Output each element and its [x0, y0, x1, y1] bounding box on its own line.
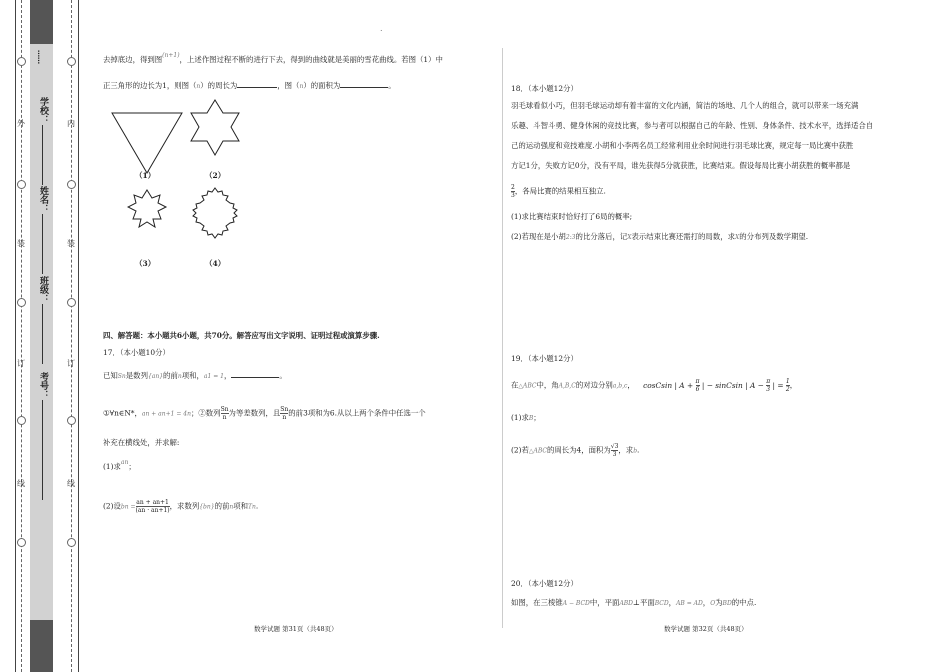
q20-heading: 20．（本小题12分） — [511, 579, 578, 588]
text: 中，角 — [536, 380, 559, 390]
text: ∀n∈N*， — [109, 408, 142, 418]
inner-cut-line — [71, 0, 72, 672]
numerator: an + an+1 — [136, 499, 169, 506]
denominator: 2 — [785, 386, 790, 393]
text: ）的周长为 — [200, 81, 238, 90]
binding-hole — [17, 538, 26, 547]
inner-char: 内 — [67, 119, 75, 128]
top-mark: . — [380, 24, 383, 33]
text: (2)若 — [511, 445, 529, 455]
text: ⊥平面 — [633, 598, 655, 607]
denominator: n — [282, 414, 287, 421]
q18-part-2 — [511, 232, 808, 243]
text: 是数列 — [125, 371, 148, 380]
text: ，上述作图过程不断的进行下去，得到的曲线就是美丽的雪花曲线。若图（1）中 — [179, 55, 443, 64]
text: cosCsin — [643, 380, 673, 390]
class-label: 班级： — [38, 276, 48, 303]
figure-2-star — [191, 100, 239, 155]
binding-hole — [67, 298, 76, 307]
math-an: an — [120, 459, 129, 466]
text: ，求数列 — [169, 501, 200, 511]
text: 的对边分别 — [575, 380, 613, 390]
text: ，图（ — [277, 81, 300, 90]
numerator: Sn — [280, 406, 289, 413]
text: ，求 — [618, 445, 634, 455]
binding-dark-bottom — [30, 620, 53, 672]
intro-line-2 — [103, 81, 396, 92]
figure-4-koch — [193, 188, 237, 238]
binding-hole — [17, 57, 26, 66]
numerator: 1 — [785, 378, 790, 385]
q18-line-5 — [511, 184, 606, 199]
denominator: (an · an+1) — [135, 507, 170, 514]
q17-line-3: 补充在横线处，并求解: — [103, 438, 180, 447]
binding-dots: …… — [36, 50, 44, 64]
math-triangle: △ABC — [518, 382, 537, 390]
q17-line-2 — [103, 406, 426, 421]
q18-heading: 18．（本小题12分） — [511, 84, 578, 93]
math-B: B — [528, 415, 534, 422]
column-divider — [502, 48, 503, 628]
text: ； — [128, 462, 136, 471]
text: 中，平面 — [589, 598, 620, 607]
binding-hole — [67, 416, 76, 425]
math-Sn-over-n — [221, 406, 229, 421]
math-a1: a1 = 1 — [203, 373, 224, 380]
outer-border-line — [15, 0, 16, 672]
text: ， — [627, 380, 635, 390]
class-input-line[interactable] — [42, 304, 43, 364]
math-BCD: BCD — [654, 600, 669, 607]
math-bn: bn = — [120, 503, 136, 511]
q20-line-1 — [511, 598, 756, 609]
numerator: π — [695, 378, 700, 385]
denominator: n — [222, 414, 227, 421]
binding-hole — [67, 538, 76, 547]
text: ① — [103, 408, 110, 418]
math-Sn: Sn — [117, 373, 126, 380]
inner-char: 装 — [67, 239, 75, 248]
math-pi-over-3 — [766, 378, 770, 393]
inner-char: 订 — [67, 359, 75, 368]
text: 的前3项和为6.从以上两个条件中任选一个 — [288, 408, 426, 418]
math-angles: A,B,C — [558, 382, 576, 390]
text: 去掉底边，得到图 — [103, 55, 163, 64]
figure-label-1: （1） — [135, 171, 156, 180]
binding-hole — [17, 416, 26, 425]
q18-line-3: 己的运动强度和竞技难度.小胡和小李两名员工经常利用业余时间进行羽毛球比赛，规定每一局比赛中获胜 — [511, 141, 854, 150]
math-recurrence: an + an+1 = 4n — [141, 410, 191, 418]
binding-dark-top — [30, 0, 53, 44]
math-pyramid: A − BCD — [562, 600, 590, 607]
text: (1)求 — [103, 462, 121, 471]
q19-heading: 19．（本小题12分） — [511, 354, 578, 363]
text: ， — [789, 380, 798, 390]
text: 。 — [388, 81, 396, 90]
condition-blank[interactable] — [231, 377, 279, 378]
math-n-plus-1: (n+1) — [162, 52, 180, 59]
math-AB-eq-AD: AB = AD — [676, 600, 703, 607]
math-b: b — [633, 447, 638, 455]
math-X: X — [627, 234, 632, 241]
math-an: {an} — [147, 373, 164, 380]
text: 的前 — [214, 501, 230, 511]
binding-hole — [17, 180, 26, 189]
math-bn-seq: {bn} — [199, 503, 215, 511]
section-heading: 四、解答题：本小题共6小题，共70分。解答应写出文字说明、证明过程或演算步骤. — [103, 331, 380, 340]
binding-hole — [17, 298, 26, 307]
q18-line-1: 羽毛球看似小巧，但羽毛球运动却有着丰富的文化内涵，简洁的场地、几个人的组合，就可以带来一场充满 — [511, 101, 859, 110]
math-score: 2:3 — [565, 234, 576, 241]
text: ， — [702, 598, 711, 607]
binding-hole — [67, 57, 76, 66]
text: ； — [533, 413, 541, 422]
math-n: n — [299, 83, 304, 90]
text: ， — [223, 371, 232, 380]
binding-hole — [67, 180, 76, 189]
figure-label-2: （2） — [205, 171, 226, 180]
outer-cut-line — [21, 0, 22, 672]
math-pi-over-6 — [696, 378, 700, 393]
math-sides: a,b,c — [612, 382, 628, 390]
denominator: 3 — [511, 192, 515, 199]
text: 的分布列及数学期望. — [739, 232, 809, 241]
text: 为 — [715, 598, 723, 607]
q17-heading: 17．（本小题10分） — [103, 348, 170, 357]
school-label: 学校： — [38, 97, 48, 124]
text: (2)设 — [103, 501, 121, 511]
text: 的周长为4，面积为 — [546, 445, 611, 455]
numerator: Sn — [220, 406, 229, 413]
denominator: 6 — [695, 386, 700, 393]
text: 为等差数列，且 — [228, 408, 281, 418]
page-footer-left: 数学试题 第31页（共48页） — [254, 625, 338, 633]
q17-part-2 — [103, 499, 258, 514]
text: 的比分落后，记 — [575, 232, 628, 241]
q19-part-2 — [511, 443, 639, 458]
q18-line-2: 乐趣、斗智斗勇、健身休闲的竞技比赛，参与者可以根据自己的年龄、性别、身体条件、技术水平，选择适合自 — [511, 121, 874, 130]
math-triangle: △ABC — [528, 447, 547, 455]
denominator: 3 — [612, 451, 617, 458]
text: ）的面积为 — [303, 81, 341, 90]
inner-char: 线 — [67, 479, 75, 488]
q17-line-1 — [103, 371, 287, 382]
text: − sinCsin — [706, 380, 743, 390]
text: 项和 — [233, 501, 249, 511]
text: A + — [679, 380, 694, 390]
q18-line-4: 方记1分，失败方记0分，没有平局，谁先获得5分就获胜，比赛结束。假设每局比赛小胡获胜的概率都是 — [511, 161, 851, 170]
outer-char: 装 — [17, 239, 25, 248]
math-n: n — [177, 373, 182, 380]
math-n: n — [196, 83, 201, 90]
text: 已知 — [103, 371, 118, 380]
outer-char: 外 — [17, 119, 25, 128]
denominator: 3 — [766, 386, 771, 393]
text: 表示结束比赛还需打的局数，求 — [631, 232, 735, 241]
math-Tn: Tn — [248, 503, 256, 511]
text: 在 — [511, 380, 519, 390]
math-X: X — [735, 234, 740, 241]
snowflake-figures — [100, 95, 260, 270]
text: 。 — [279, 371, 287, 380]
math-O: O — [710, 600, 716, 607]
math-ABD: ABD — [619, 600, 633, 607]
inner-border-line — [78, 0, 79, 672]
text: 正三角形的边长为1，则图（ — [103, 81, 197, 90]
text: . — [637, 445, 640, 455]
text: ；②数列 — [190, 408, 221, 418]
page-footer-right: 数学试题 第32页（共48页） — [664, 625, 748, 633]
exam-number-input-line[interactable] — [42, 400, 43, 500]
q17-part-1 — [103, 459, 136, 473]
text: A − — [749, 380, 764, 390]
name-label: 姓名： — [38, 186, 48, 213]
text: 项和， — [181, 371, 204, 380]
text: ，各局比赛的结果相互独立. — [514, 186, 606, 196]
name-input-line[interactable] — [42, 214, 43, 274]
numerator: π — [766, 378, 771, 385]
text: ， — [668, 598, 677, 607]
area-blank[interactable] — [340, 87, 388, 88]
text: . — [255, 501, 259, 511]
text: 的中点. — [731, 598, 757, 607]
outer-char: 线 — [17, 479, 25, 488]
figure-label-4: （4） — [205, 259, 226, 268]
q18-part-1: (1)求比赛结束时恰好打了6局的概率; — [511, 212, 633, 221]
math-trig-equation: cosCsin | A + $\frac{\pi}{6}$ | − sinCsin | A − $\frac{\pi}{3}$ | = $\frac{1}{2}$ — [643, 378, 790, 393]
q19-line-1 — [511, 378, 797, 393]
figure-label-3: （3） — [135, 259, 156, 268]
exam-number-label: 考号： — [38, 372, 48, 399]
school-input-line[interactable] — [42, 125, 43, 185]
text: 的前 — [163, 371, 178, 380]
math-bn-fraction — [136, 499, 170, 514]
text: (2)若现在是小胡 — [511, 232, 566, 241]
math-n: n — [229, 503, 234, 511]
text: (1)求 — [511, 413, 529, 422]
numerator: √3 — [610, 443, 619, 450]
text: 如图，在三棱锥 — [511, 598, 563, 607]
perimeter-blank[interactable] — [237, 87, 277, 88]
math-BD: BD — [722, 600, 732, 607]
figure-1-triangle — [112, 113, 182, 173]
outer-char: 订 — [17, 359, 25, 368]
text: = — [777, 380, 784, 390]
numerator: 2 — [511, 184, 515, 191]
figure-3-koch — [120, 190, 166, 227]
intro-line-1 — [103, 52, 443, 66]
q19-part-1 — [511, 413, 541, 424]
